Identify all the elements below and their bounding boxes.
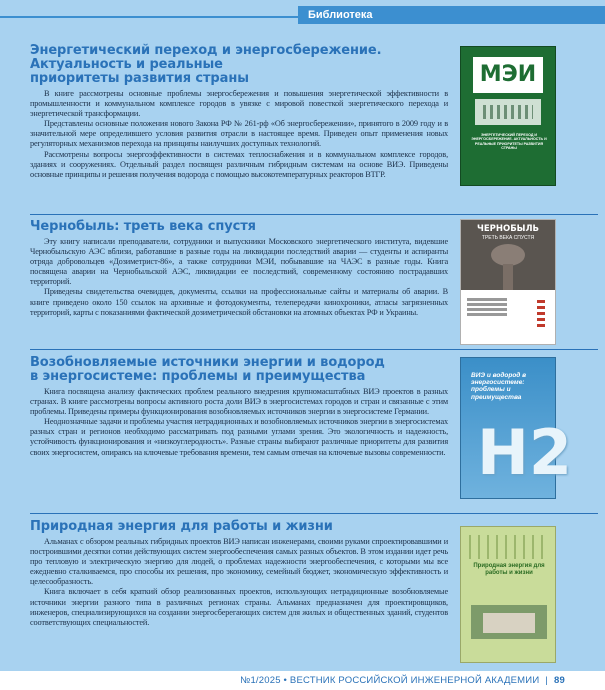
book-cover-natural-energy [460, 526, 556, 663]
cover-subtitle: ТРЕТЬ ВЕКА СПУСТЯ [481, 235, 535, 241]
article-natural-energy [30, 520, 448, 628]
cover-title: ВИЭ и водород в энергосистеме: проблемы и преимущества [471, 372, 527, 401]
page-number: 89 [554, 675, 565, 686]
article-renewables-hydrogen [30, 356, 448, 458]
cloud-stem-image [503, 264, 513, 290]
mushroom-cloud-image [491, 244, 525, 266]
book-cover-chernobyl [460, 219, 556, 345]
mei-logo: МЭИ [473, 57, 543, 93]
article-body: Книга посвящена анализу фактических проблем реального внедрения крупномасштабных ВИЭ проектов в разных странах. В книге рассмотрены вопросы активного роста доли ВИЭ в энергосистемах городов и стран и связанные с этим проблемы. Приведены примеры функционирования возобновляемых источников энергии в энергосистеме Германии. Неоднозначные задачи и проблемы участия нетрадиционных и возобновляемых источников энергии в энергосистемах разных стран и регионов необходимо рассматривать под разными углами зрения. Это экологичность и надежность, устойчивость функционирования и «низкоуглеродность». Разные страны выбирают различные приоритеты для развития своих энергосистем, опираясь на ключевые требования времени, тем самым отвечая на ключевые вызовы современности. [30, 387, 448, 457]
header-line [0, 16, 300, 18]
cover-title: Природная энергия для работы и жизни [473, 563, 545, 576]
article-chernobyl [30, 220, 448, 318]
building-illustration [475, 99, 541, 125]
footer-text: №1/2025 • ВЕСТНИК РОССИЙСКОЙ ИНЖЕНЕРНОЙ АКАДЕМИИ | 89 [240, 675, 565, 686]
cover-title: ЭНЕРГЕТИЧЕСКИЙ ПЕРЕХОД И ЭНЕРГОСБЕРЕЖЕНИЕ. АКТУАЛЬНОСТЬ И РЕАЛЬНЫЕ ПРИОРИТЕТЫ РАЗВИТИЯ СТРАНЫ [471, 133, 547, 151]
article-energy-transition [30, 44, 448, 180]
divider [30, 349, 598, 350]
h2-cloud-image: H2 [477, 416, 573, 489]
section-label: Библиотека [298, 6, 605, 24]
article-title: Чернобыль: треть века спустя [30, 219, 256, 234]
article-body: Эту книгу написали преподаватели, сотрудники и выпускники Московского энергетического института, видевшие Чернобыльскую АЭС вблизи, работавшие в разные годы на ликвидации последствий аварии — студенты и аспиранты отряда добровольцев «Дозиметрист-86», а также сотрудники МЭИ, побывавшие на ЧАЭС в разные годы. Книга посвящена аварии на Чернобыльской АЭС, ликвидации ее последствий, современному состоянию пострадавших территорий. Приведены свидетельства очевидцев, документы, ссылки на профессиональные сайты и материалы об аварии. В книге приведено около 150 ссылок на архивные и фотодокументы, телепередачи кинохроники, атласы загрязненных территорий, карты с показаниями фактической дозиметрической обстановки на атомных объектах РФ и Украины. [30, 237, 448, 317]
divider [30, 214, 598, 215]
article-body: Альманах с обзором реальных гибридных проектов ВИЭ написан инженерами, своими руками спроектировавшими и построившими десятки сотни действующих систем энергообеспечения самых разных объектов. В этом издании идет речь про тепловую и электрическую энергию для людей, о проблемах надежности энергообеспечения, с которыми мы все ежедневно сталкиваемся, про способы их решения, про экономику, семейный бюджет, экономическую эффективность и целесообразность. Книга включает в себя краткий обзор реализованных проектов, использующих нетрадиционные возобновляемые источники энергии разного типа в различных регионах страны. Альманах предназначен для проектировщиков, инженеров, специализирующихся на создании энергосберегающих систем для жилых и общественных зданий, студентов соответствующих специальностей. [30, 537, 448, 627]
cover-sketch [469, 535, 549, 559]
article-body: В книге рассмотрены основные проблемы энергосбережения и повышения энергетической эффективности в промышленности и коммунальном комплексе городов в увязке с мировой повесткой энергетического перехода и энергетической трансформации. Представлены основные положения нового Закона РФ № 261-рф «Об энергосбережении», принятого в 2009 году и в значительной мере определившего условия развития отрасли в настоящее время. Приведен опыт применения новых регуляторных механизмов перехода на принципы наилучших доступных технологий. Рассмотрены вопросы энергоэффективности в системах теплоснабжения и в коммунальном комплексе городов, зданиях и сооружениях. Отдельный раздел посвящен различным гибридным системам на основе ВИЭ. Приведены основные принципы и решения получения водорода с помощью высокотемпературных реакторов ВТГР. [30, 89, 448, 179]
cover-text-lines [467, 298, 507, 324]
cover-stripe-decoration [537, 300, 545, 330]
article-title: Природная энергия для работы и жизни [30, 519, 333, 534]
book-cover-energy-transition [460, 46, 556, 186]
header-bar [0, 6, 605, 24]
article-title: Возобновляемые источники энергии и водород в энергосистеме: проблемы и преимущества [30, 355, 385, 384]
cover-title: ЧЕРНОБЫЛЬ [476, 224, 540, 234]
book-cover-renewables [460, 357, 573, 499]
cover-photo [471, 605, 547, 639]
article-title: Энергетический переход и энергосбережение. Актуальность и реальные приоритеты развития страны [30, 43, 382, 86]
journal-issue: №1/2025 • ВЕСТНИК РОССИЙСКОЙ ИНЖЕНЕРНОЙ АКАДЕМИИ [240, 675, 540, 686]
page-footer [0, 671, 605, 690]
divider [30, 513, 598, 514]
